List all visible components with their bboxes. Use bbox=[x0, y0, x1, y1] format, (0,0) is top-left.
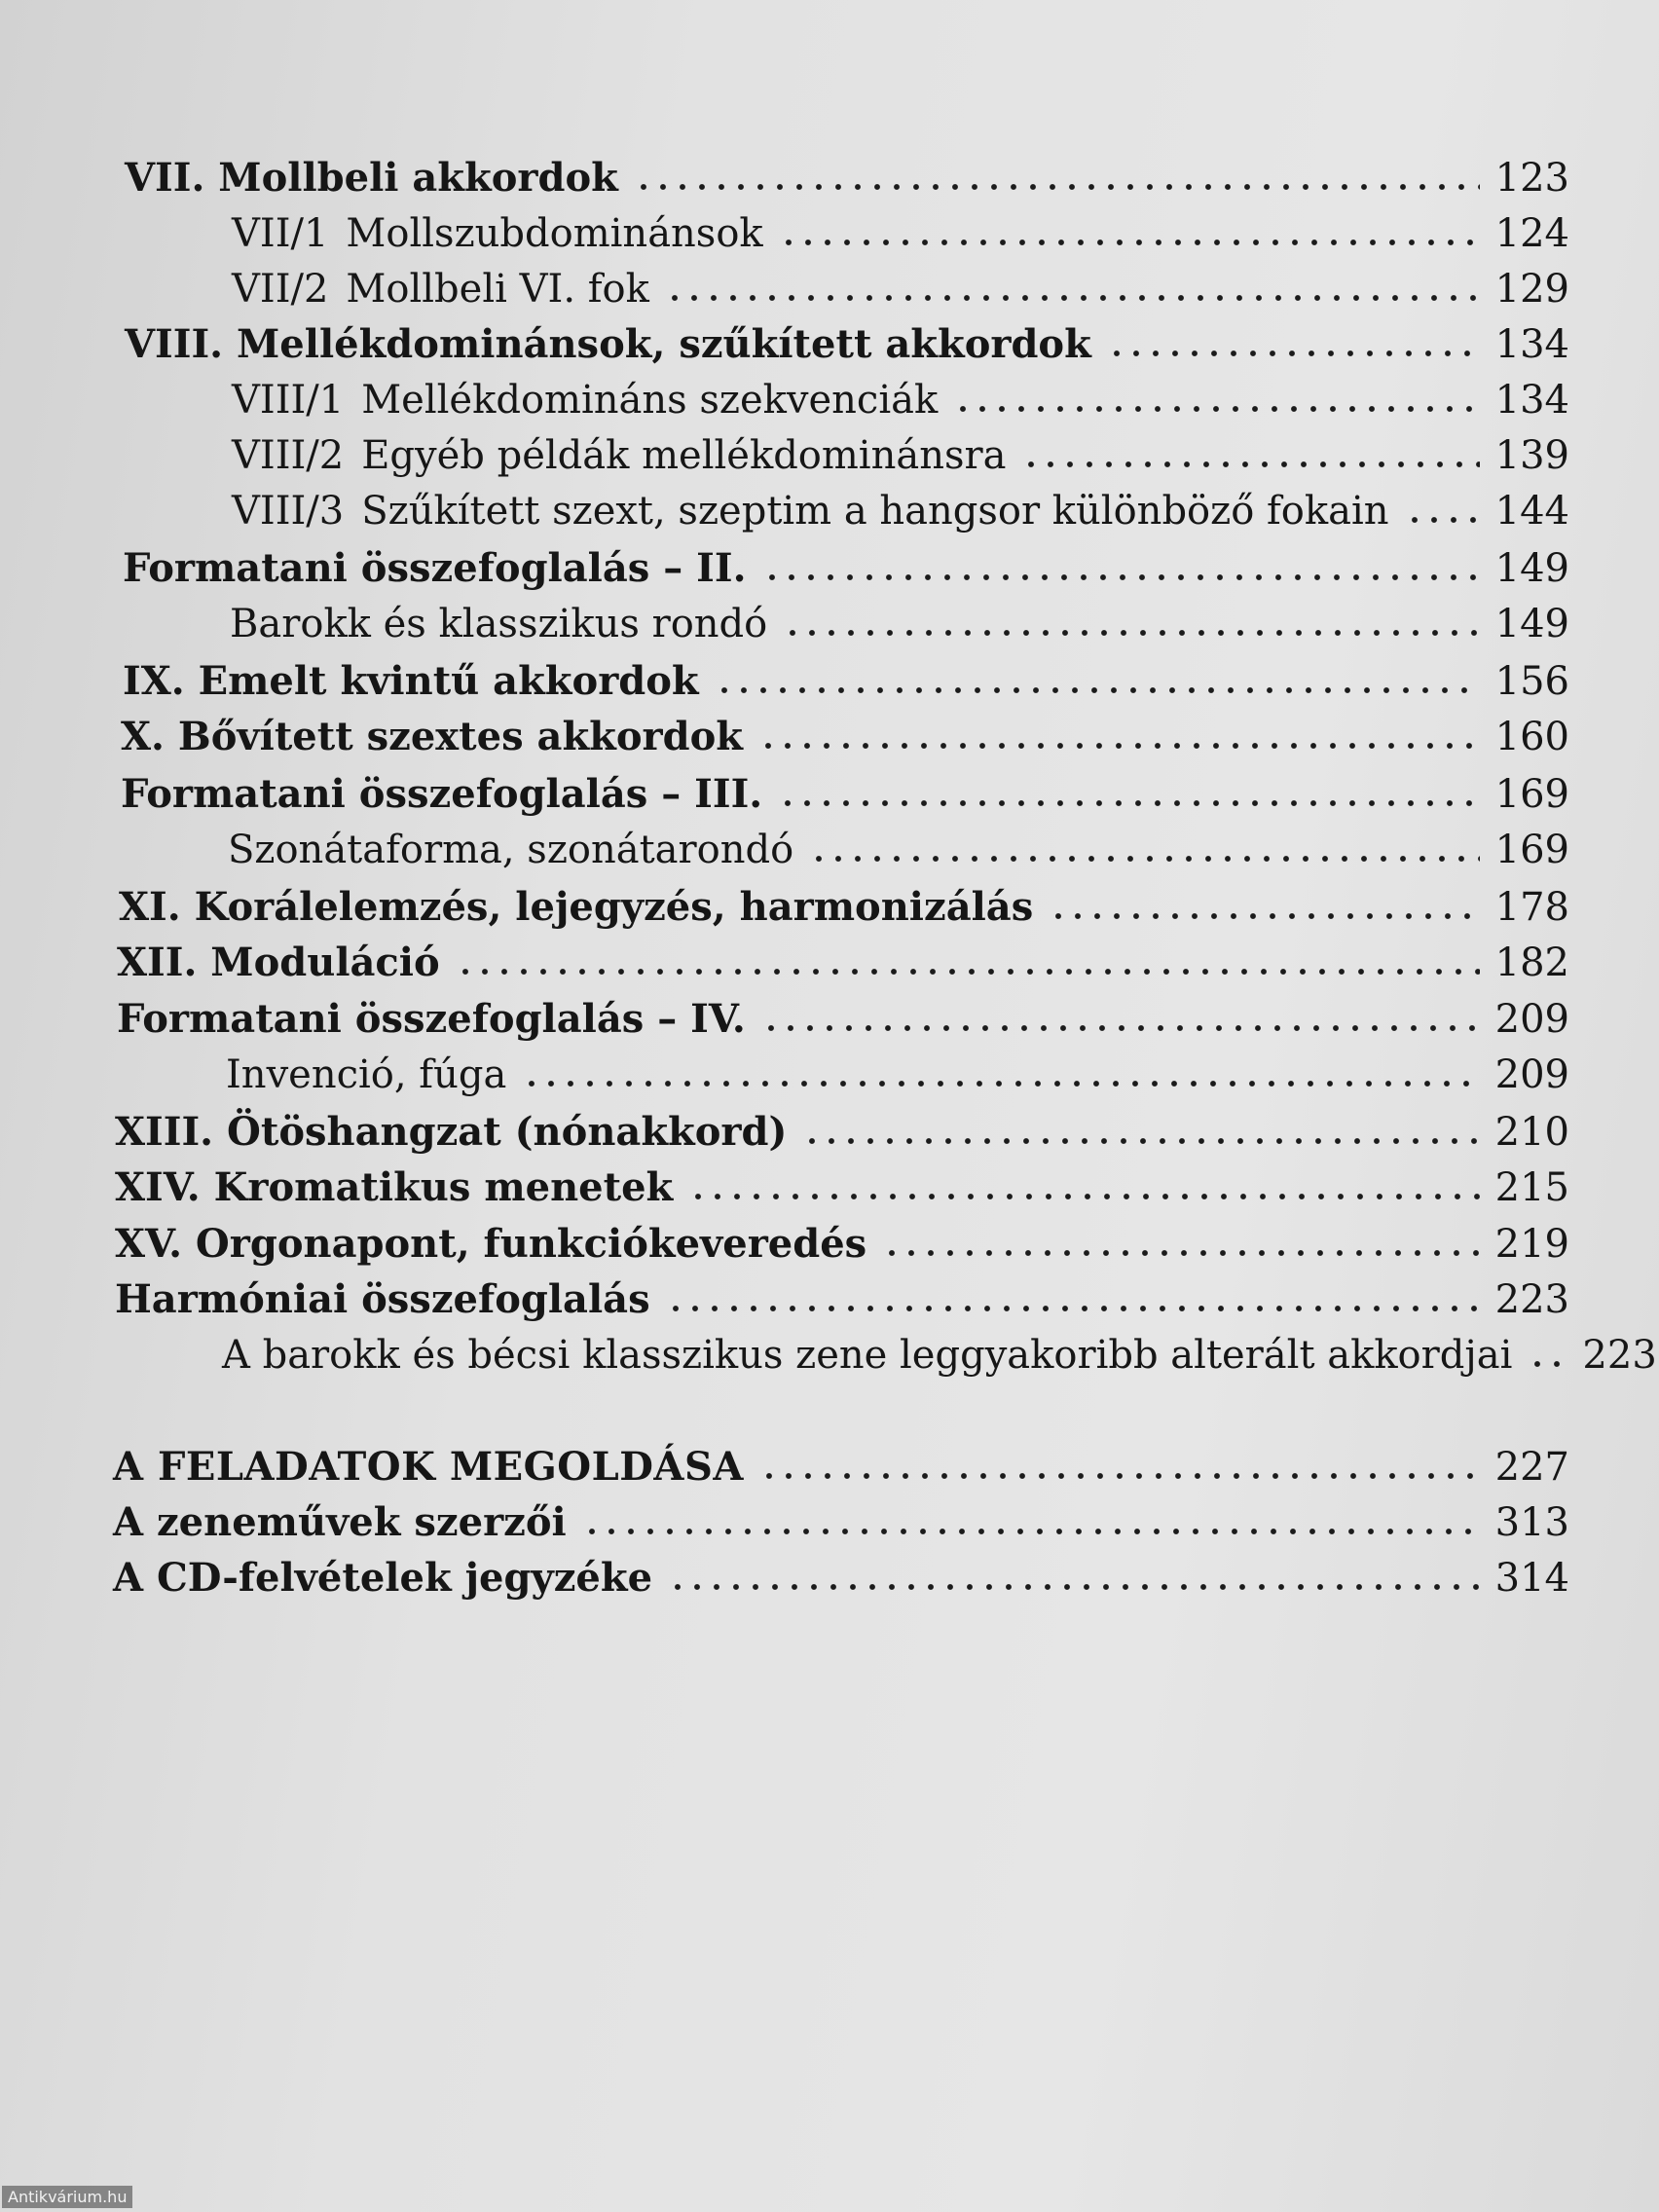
toc-page-number: 149 bbox=[1494, 602, 1569, 646]
toc-title bbox=[125, 317, 1091, 372]
toc-entry bbox=[115, 1217, 1569, 1272]
toc-entry bbox=[123, 541, 1569, 596]
toc-title bbox=[121, 767, 762, 822]
toc-page-number: 169 bbox=[1494, 772, 1569, 817]
toc-page-number: 129 bbox=[1494, 267, 1569, 312]
toc-page-number: 219 bbox=[1494, 1222, 1569, 1267]
toc-title-text: Formatani összefoglalás – III. bbox=[121, 771, 763, 817]
toc-page-number: 209 bbox=[1494, 1052, 1569, 1097]
dot-leader bbox=[1021, 429, 1479, 468]
toc-title bbox=[115, 1161, 673, 1215]
dot-leader bbox=[1405, 485, 1480, 524]
toc-title-text: XIII. Ötöshangzat (nónakkord) bbox=[115, 1109, 788, 1155]
toc-title-text: Szonátaforma, szonátarondó bbox=[228, 828, 794, 872]
toc-entry bbox=[125, 151, 1569, 205]
toc-title bbox=[119, 880, 1033, 935]
toc-subentry bbox=[222, 1328, 1657, 1382]
toc-title bbox=[123, 541, 747, 596]
toc-title-text: A CD-felvételek jegyzéke bbox=[113, 1555, 653, 1601]
toc-page-number: 227 bbox=[1494, 1445, 1569, 1490]
toc-subentry bbox=[226, 1048, 1569, 1102]
dot-leader bbox=[802, 1106, 1479, 1145]
toc-page-number: 223 bbox=[1582, 1333, 1657, 1378]
toc-title bbox=[125, 151, 618, 205]
dot-leader bbox=[665, 263, 1480, 302]
dot-leader bbox=[1107, 318, 1480, 357]
dot-leader bbox=[634, 152, 1480, 191]
toc-title-text: Formatani összefoglalás – II. bbox=[123, 545, 747, 591]
toc-entry bbox=[113, 1495, 1569, 1550]
toc-title-text: XV. Orgonapont, funkciókeveredés bbox=[115, 1221, 867, 1267]
toc-title-text: XII. Moduláció bbox=[117, 940, 440, 985]
toc-title-text: VIII. Mellékdominánsok, szűkített akkordok bbox=[125, 321, 1091, 367]
dot-leader bbox=[778, 768, 1479, 807]
toc-page-number: 134 bbox=[1494, 378, 1569, 423]
toc-entry bbox=[115, 1105, 1569, 1160]
toc-subentry bbox=[228, 823, 1569, 877]
toc-page-number: 156 bbox=[1494, 659, 1569, 704]
toc-title-text: Invenció, fúga bbox=[226, 1052, 507, 1097]
toc-page-number: 314 bbox=[1494, 1556, 1569, 1601]
toc-title bbox=[113, 1440, 744, 1494]
toc-subentry bbox=[232, 484, 1569, 538]
dot-leader bbox=[761, 993, 1480, 1032]
toc-section-number: VII/1 bbox=[232, 211, 329, 256]
toc-title-text: VII. Mollbeli akkordok bbox=[125, 155, 618, 201]
dot-leader bbox=[779, 207, 1480, 246]
dot-leader bbox=[882, 1218, 1479, 1257]
toc-subentry bbox=[232, 428, 1569, 483]
toc-title bbox=[113, 1551, 652, 1605]
toc-title bbox=[123, 654, 699, 709]
toc-entry bbox=[113, 1551, 1569, 1605]
toc-entry bbox=[123, 654, 1569, 709]
toc-title-text: Mellékdomináns szekvenciák bbox=[361, 378, 939, 423]
toc-title-text: Harmóniai összefoglalás bbox=[115, 1276, 650, 1322]
toc-title bbox=[232, 373, 938, 427]
dot-leader bbox=[953, 374, 1479, 413]
dot-leader bbox=[762, 542, 1480, 581]
toc-page-number: 169 bbox=[1494, 828, 1569, 872]
dot-leader bbox=[759, 1441, 1480, 1480]
toc-page-number: 178 bbox=[1494, 885, 1569, 930]
toc-entry bbox=[117, 936, 1569, 990]
toc-title-text: Barokk és klasszikus rondó bbox=[230, 602, 768, 646]
toc-title-text: A barokk és bécsi klasszikus zene leggyakoribb alterált akkordjai bbox=[222, 1333, 1513, 1378]
toc-title bbox=[113, 1495, 567, 1550]
toc-title bbox=[121, 710, 743, 764]
toc-title-text: Mollszubdominánsok bbox=[346, 211, 763, 256]
toc-entry bbox=[117, 992, 1569, 1047]
toc-subentry bbox=[232, 262, 1569, 316]
dot-leader bbox=[666, 1273, 1480, 1312]
toc-page-number: 160 bbox=[1494, 715, 1569, 759]
toc-page-number: 209 bbox=[1494, 997, 1569, 1042]
toc-page-number: 210 bbox=[1494, 1110, 1569, 1155]
dot-leader bbox=[715, 655, 1480, 694]
toc-title-text: A FELADATOK MEGOLDÁSA bbox=[113, 1444, 744, 1490]
toc-title bbox=[115, 1105, 787, 1160]
toc-page-number: 123 bbox=[1494, 156, 1569, 201]
dot-leader bbox=[522, 1049, 1479, 1088]
toc-title bbox=[115, 1272, 650, 1327]
dot-leader bbox=[688, 1161, 1479, 1200]
toc-page-number: 313 bbox=[1494, 1500, 1569, 1545]
toc-entry bbox=[125, 317, 1569, 372]
toc-title-text: XI. Korálelemzés, lejegyzés, harmonizálás bbox=[119, 884, 1034, 930]
toc-subentry bbox=[230, 597, 1569, 651]
toc-title-text: A zeneművek szerzői bbox=[113, 1499, 567, 1545]
toc-page-number: 144 bbox=[1494, 489, 1569, 534]
toc-page-number: 134 bbox=[1494, 322, 1569, 367]
toc-entry bbox=[119, 880, 1569, 935]
toc-title bbox=[228, 823, 793, 877]
toc-entry bbox=[121, 710, 1569, 764]
toc-title-text: Egyéb példák mellékdominánsra bbox=[361, 433, 1007, 478]
dot-leader bbox=[582, 1496, 1480, 1535]
dot-leader bbox=[809, 824, 1479, 863]
toc-title bbox=[232, 262, 649, 316]
toc-page-number: 149 bbox=[1494, 546, 1569, 591]
toc-entry bbox=[113, 1440, 1569, 1494]
toc-page-number: 223 bbox=[1494, 1277, 1569, 1322]
watermark: Antikvárium.hu bbox=[2, 2186, 132, 2208]
dot-leader bbox=[758, 711, 1480, 750]
toc-section-number: VII/2 bbox=[232, 267, 329, 312]
dot-leader bbox=[668, 1552, 1480, 1591]
dot-leader bbox=[783, 598, 1479, 637]
toc-title-text: Formatani összefoglalás – IV. bbox=[117, 996, 746, 1042]
dot-leader bbox=[1049, 881, 1479, 920]
toc-section-number: VIII/1 bbox=[232, 378, 345, 423]
toc-title bbox=[117, 936, 440, 990]
toc-section-number: VIII/3 bbox=[232, 489, 345, 534]
toc-title-text: Szűkített szext, szeptim a hangsor különböző fokain bbox=[361, 489, 1389, 534]
toc-page-number: 182 bbox=[1494, 940, 1569, 985]
toc-title-text: Mollbeli VI. fok bbox=[346, 267, 649, 312]
toc-title bbox=[232, 428, 1006, 483]
toc-entry bbox=[115, 1161, 1569, 1215]
toc-title bbox=[222, 1328, 1512, 1382]
toc-page-number: 215 bbox=[1494, 1165, 1569, 1210]
toc-title-text: X. Bővített szextes akkordok bbox=[121, 714, 743, 759]
toc-title bbox=[115, 1217, 866, 1272]
toc-title bbox=[232, 206, 763, 261]
dot-leader bbox=[1528, 1329, 1567, 1368]
toc-title-text: XIV. Kromatikus menetek bbox=[115, 1164, 674, 1210]
toc-page-number: 124 bbox=[1494, 211, 1569, 256]
toc-subentry bbox=[232, 373, 1569, 427]
toc-title bbox=[230, 597, 767, 651]
dot-leader bbox=[456, 937, 1480, 976]
toc-title bbox=[117, 992, 746, 1047]
toc-page-number: 139 bbox=[1494, 433, 1569, 478]
toc-title bbox=[226, 1048, 506, 1102]
toc-section-number: VIII/2 bbox=[232, 433, 345, 478]
toc-subentry bbox=[232, 206, 1569, 261]
toc-title-text: IX. Emelt kvintű akkordok bbox=[123, 658, 699, 704]
toc-title bbox=[232, 484, 1389, 538]
toc-entry bbox=[121, 767, 1569, 822]
toc-entry bbox=[115, 1272, 1569, 1327]
